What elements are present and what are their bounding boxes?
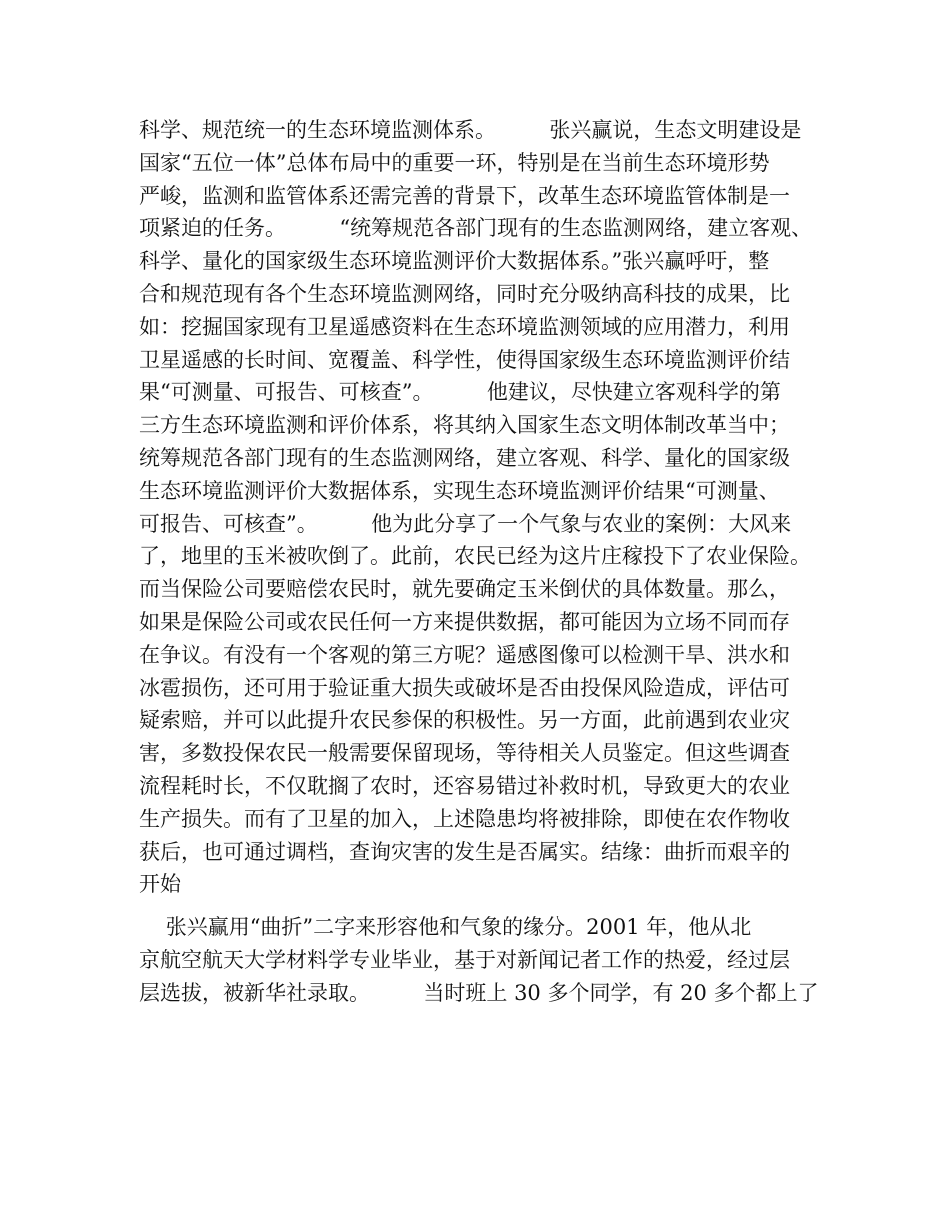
text-line: 可报告、可核查”。 他为此分享了一个气象与农业的案例：大风来	[139, 511, 792, 536]
text-line: 而当保险公司要赔偿农民时，就先要确定玉米倒伏的具体数量。那么，	[139, 577, 790, 602]
text-line: 项紧迫的任务。 “统筹规范各部门现有的生态监测网络，建立客观、	[139, 216, 813, 241]
text-line: 害，多数投保农民一般需要保留现场，等待相关人员鉴定。但这些调查	[139, 741, 790, 766]
text-line: 了，地里的玉米被吹倒了。此前，农民已经为这片庄稼投下了农业保险。	[139, 544, 811, 569]
text-line: 流程耗时长，不仅耽搁了农时，还容易错过补救时机，导致更大的农业	[139, 773, 790, 798]
text-line: 果“可测量、可报告、可核查”。 他建议，尽快建立客观科学的第	[139, 380, 781, 405]
body-text	[139, 114, 819, 1010]
text-line: 国家“五位一体”总体布局中的重要一环，特别是在当前生态环境形势	[139, 150, 770, 175]
text-line: 合和规范现有各个生态环境监测网络，同时充分吸纳高科技的成果，比	[139, 281, 790, 306]
text-line: 科学、量化的国家级生态环境监测评价大数据体系。”张兴赢呼吁，整	[139, 249, 770, 274]
text-line: 严峻，监测和监管体系还需完善的背景下，改革生态环境监管体制是一	[139, 183, 790, 208]
text-line: 疑索赔，并可以此提升农民参保的积极性。另一方面，此前遇到农业灾	[139, 708, 790, 733]
text-line: 生产损失。而有了卫星的加入，上述隐患均将被排除，即使在农作物收	[139, 806, 790, 831]
text-line: 京航空航天大学材料学专业毕业，基于对新闻记者工作的热爱，经过层	[139, 947, 790, 972]
text-line: 三方生态环境监测和评价体系，将其纳入国家生态文明体制改革当中；	[139, 413, 790, 438]
text-line: 获后，也可通过调档，查询灾害的发生是否属实。结缘：曲折而艰辛的	[139, 839, 790, 864]
text-line: 张兴赢用“曲折”二字来形容他和气象的缘分。2001 年，他从北	[139, 915, 752, 940]
text-line: 科学、规范统一的生态环境监测体系。 张兴赢说，生态文明建设是	[139, 118, 802, 142]
text-line: 开始	[139, 872, 181, 897]
text-line: 统筹规范各部门现有的生态监测网络，建立客观、科学、量化的国家级	[139, 445, 790, 470]
text-line: 冰雹损伤，还可用于验证重大损失或破坏是否由投保风险造成，评估可	[139, 675, 790, 700]
text-line: 如：挖掘国家现有卫星遥感资料在生态环境监测领域的应用潜力，利用	[139, 314, 790, 339]
text-line: 层选拔，被新华社录取。 当时班上 30 多个同学，有 20 多个都上了	[139, 980, 819, 1005]
text-line: 如果是保险公司或农民任何一方来提供数据，都可能因为立场不同而存	[139, 609, 790, 634]
text-line: 生态环境监测评价大数据体系，实现生态环境监测评价结果“可测量、	[139, 478, 780, 503]
text-line: 卫星遥感的长时间、宽覆盖、科学性，使得国家级生态环境监测评价结	[139, 347, 790, 372]
text-line: 在争议。有没有一个客观的第三方呢？遥感图像可以检测干旱、洪水和	[139, 642, 790, 667]
